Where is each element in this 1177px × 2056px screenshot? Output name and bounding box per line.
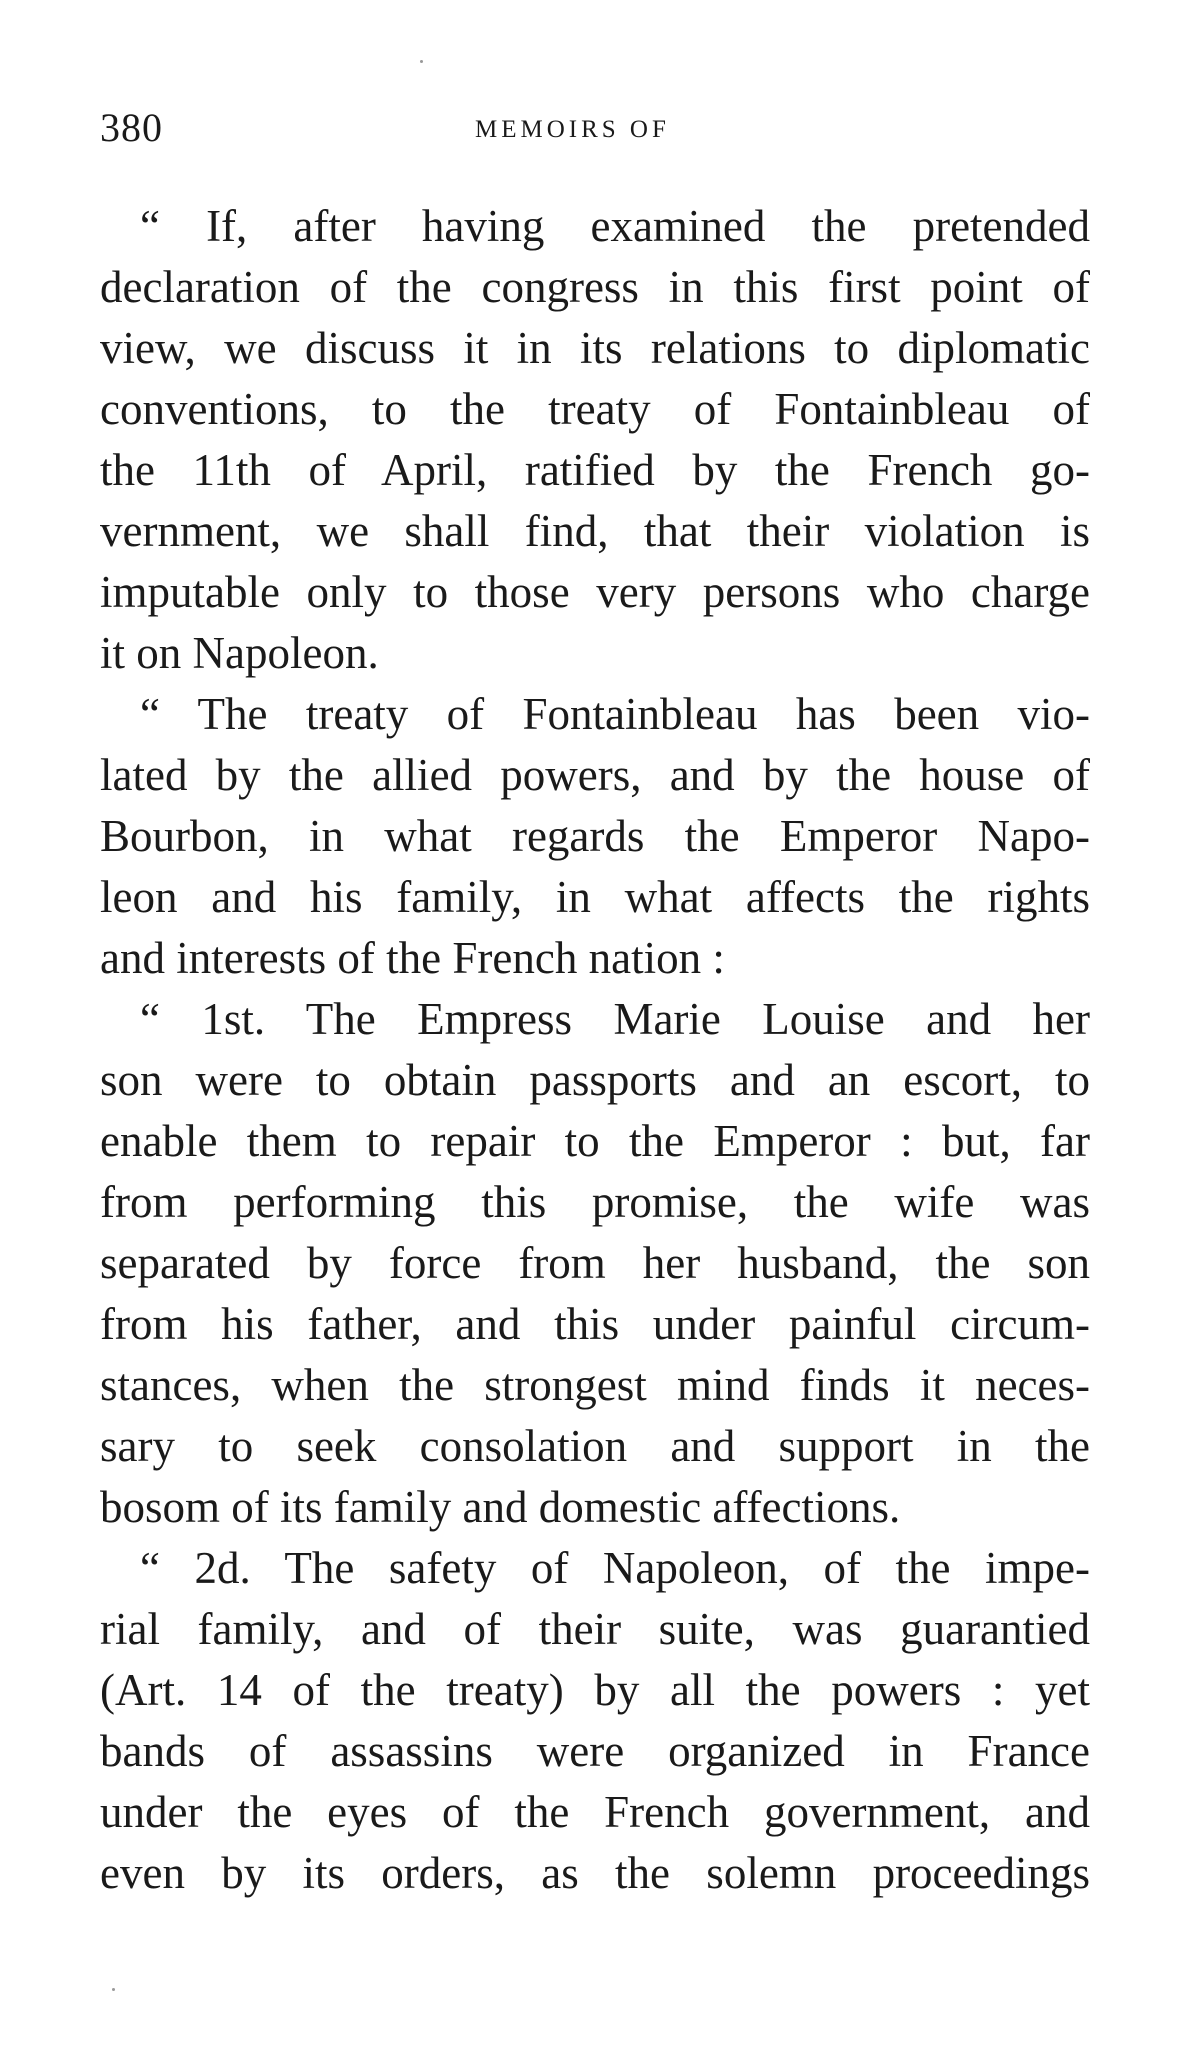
text-line: separated by force from her husband, the son xyxy=(100,1238,1090,1288)
text-line: it on Napoleon. xyxy=(100,628,379,678)
text-line: under the eyes of the French government, and xyxy=(100,1787,1090,1837)
text-line: declaration of the congress in this first point of xyxy=(100,262,1090,312)
text-line: conventions, to the treaty of Fontainbleau of xyxy=(100,384,1090,434)
text-line: imputable only to those very persons who charge xyxy=(100,567,1090,617)
running-head: MEMOIRS OF xyxy=(475,116,670,143)
text-line: enable them to repair to the Emperor : but, far xyxy=(100,1116,1090,1166)
text-line: sary to seek consolation and support in the xyxy=(100,1421,1090,1471)
paper-speck xyxy=(420,60,423,63)
paragraph-4 xyxy=(100,1538,1090,1904)
paragraph-1 xyxy=(100,196,1090,684)
text-line: son were to obtain passports and an escort, to xyxy=(100,1055,1090,1105)
text-line: “ 1st. The Empress Marie Louise and her xyxy=(140,994,1090,1044)
page-number: 380 xyxy=(100,105,163,150)
text-line: view, we discuss it in its relations to diplomatic xyxy=(100,323,1090,373)
text-line: vernment, we shall find, that their violation is xyxy=(100,506,1090,556)
body-text xyxy=(100,196,1090,1904)
text-line: “ 2d. The safety of Napoleon, of the impe- xyxy=(140,1543,1090,1593)
text-line: “ The treaty of Fontainbleau has been vio- xyxy=(140,689,1090,739)
text-line: from his father, and this under painful circum- xyxy=(100,1299,1090,1349)
text-line: and interests of the French nation : xyxy=(100,933,725,983)
text-line: lated by the allied powers, and by the house of xyxy=(100,750,1090,800)
paper-speck xyxy=(112,1988,115,1991)
text-line: Bourbon, in what regards the Emperor Napo- xyxy=(100,811,1090,861)
text-line: the 11th of April, ratified by the French go- xyxy=(100,445,1090,495)
text-line: bosom of its family and domestic affections. xyxy=(100,1482,901,1532)
text-line: leon and his family, in what affects the rights xyxy=(100,872,1090,922)
text-line: (Art. 14 of the treaty) by all the powers : yet xyxy=(100,1665,1090,1715)
text-line: “ If, after having examined the pretended xyxy=(140,201,1090,251)
text-line: rial family, and of their suite, was guarantied xyxy=(100,1604,1090,1654)
text-line: even by its orders, as the solemn proceedings xyxy=(100,1848,1090,1898)
page-header xyxy=(100,104,1090,154)
text-line: from performing this promise, the wife was xyxy=(100,1177,1090,1227)
paragraph-3 xyxy=(100,989,1090,1538)
paragraph-2 xyxy=(100,684,1090,989)
text-line: bands of assassins were organized in France xyxy=(100,1726,1090,1776)
text-line: stances, when the strongest mind finds it neces- xyxy=(100,1360,1090,1410)
